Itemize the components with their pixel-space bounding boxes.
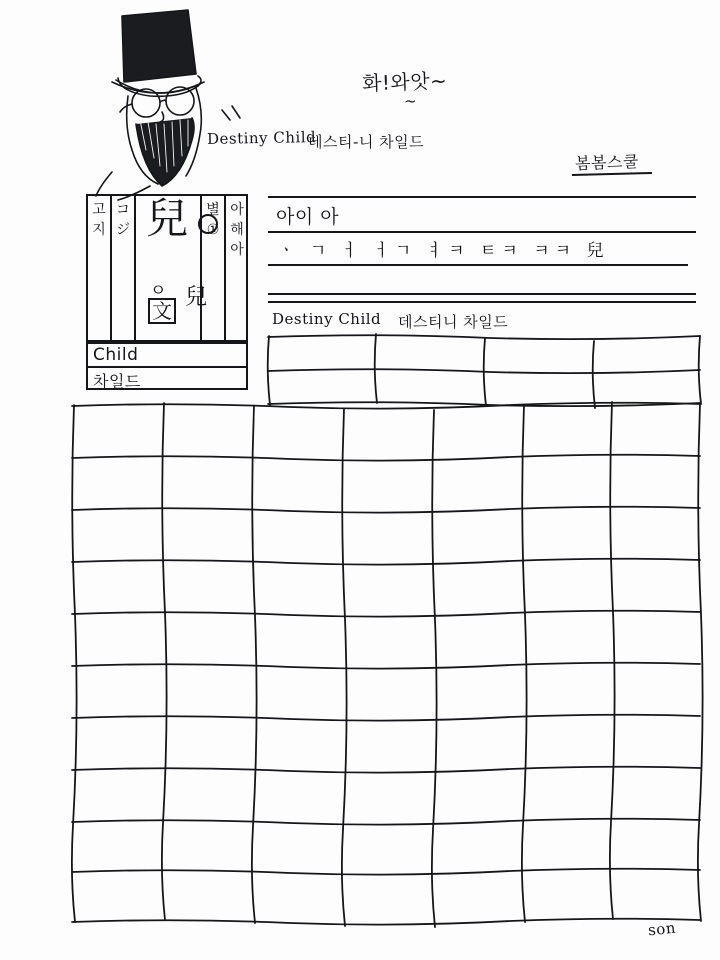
ruled-line-4 [268, 293, 696, 295]
ruled-line-5 [268, 301, 696, 303]
sub-character-3: ⽂ [148, 298, 176, 324]
meaning-korean: 차일드 [93, 372, 141, 391]
sub-character-2: 兒 [185, 285, 208, 310]
worksheet-title-latin: Destiny Child [206, 128, 317, 148]
signature: son [647, 918, 677, 940]
hanja-column-right-outer: 고지 [92, 202, 106, 238]
circle-marker-icon [198, 214, 218, 234]
practice-line-1: 아이 아 [276, 206, 340, 228]
hanja-column-left-outer: 아해아 [230, 202, 244, 258]
hanja-box-divider-2 [134, 195, 136, 341]
wave-label: 화!와앗~ [361, 68, 448, 96]
meaning-box-divider [87, 366, 247, 368]
hanja-column-right-inner: コジ [116, 202, 130, 238]
hanja-column-left-inner: 별① [206, 202, 220, 238]
ruled-line-3 [268, 264, 688, 266]
practice-caption-hangul: 데스티니 차일드 [398, 313, 509, 331]
sub-character-1: ㅇ [150, 281, 167, 301]
worksheet-title-hangul: 데스티-니 차일드 [308, 133, 425, 151]
ruled-line-2 [268, 231, 696, 233]
ruled-line-1 [268, 196, 696, 198]
school-label: 봄봄스쿨 [574, 151, 640, 174]
practice-line-2: ㆍ ㄱ ㅓ ㅓㄱ ㅕㅋ ㅌㅋ ㅋㅋ 兒 [278, 241, 609, 261]
meaning-english: Child [93, 345, 139, 365]
main-hanja-character: 兒 [146, 194, 189, 243]
practice-caption-latin: Destiny Child [272, 310, 382, 328]
wave-tilde: ~ [404, 92, 418, 110]
